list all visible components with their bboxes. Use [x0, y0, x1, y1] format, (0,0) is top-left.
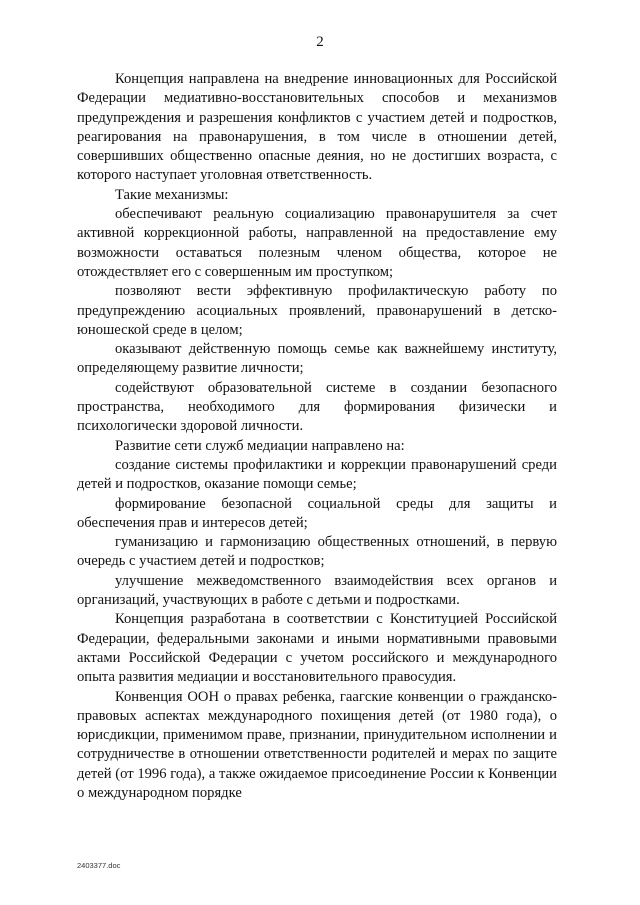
paragraph: Концепция направлена на внедрение инновационных для Российской Федерации медиативно-восстановительных способов и механизмов предупреждения и разрешения конфликтов с участием детей и подростков, реагирования на правонарушения, в том числе в отношении детей, совершивших общественно опасные деяния, но не достигших возраста, с которого наступает уголовная ответственность.	[77, 71, 557, 184]
paragraph: оказывают действенную помощь семье как важнейшему институту, определяющему развитие личности;	[77, 341, 557, 377]
paragraph: содействуют образовательной системе в создании безопасного пространства, необходимого для формирования физически и психологически здоровой личности.	[77, 379, 557, 435]
paragraph: позволяют вести эффективную профилактическую работу по предупреждению асоциальных проявлений, правонарушений в детско-юношеской среде в целом;	[77, 283, 557, 338]
paragraph: гуманизацию и гармонизацию общественных отношений, в первую очередь с участием детей и подростков;	[77, 534, 557, 570]
paragraph: обеспечивают реальную социализацию правонарушителя за счет активной коррекционной работы, направленной на предоставление ему возможности оставаться полезным членом общества, которое не отождествляет его с совершенным им проступком;	[77, 206, 557, 280]
body-text	[77, 70, 557, 803]
paragraph: Концепция разработана в соответствии с Конституцией Российской Федерации, федеральными законами и иными нормативными правовыми актами Российской Федерации с учетом российского и международного опыта развития медиации и восстановительного правосудия.	[77, 611, 557, 686]
footer-filename: 2403377.doc	[77, 861, 121, 870]
paragraph: создание системы профилактики и коррекции правонарушений среди детей и подростков, оказание помощи семье;	[77, 456, 557, 493]
page-number: 2	[316, 34, 324, 50]
paragraph: Развитие сети служб медиации направлено на:	[115, 437, 405, 454]
paragraph: Такие механизмы:	[115, 186, 229, 203]
paragraph: Конвенция ООН о правах ребенка, гаагские конвенции о гражданско-правовых аспектах международного похищения детей (от 1980 года), о юрисдикции, применимом праве, признании, принудительном исполнении и сотрудничестве в отношении ответственности родителей и мерах по защите детей (от 1996 года), а также ожидаемое присоединение России к Конвенции о международном порядке	[77, 688, 557, 801]
paragraph: формирование безопасной социальной среды для защиты и обеспечения прав и интересов детей;	[77, 495, 557, 531]
paragraph: улучшение межведомственного взаимодействия всех органов и организаций, участвующих в работе с детьми и подростками.	[77, 572, 557, 609]
